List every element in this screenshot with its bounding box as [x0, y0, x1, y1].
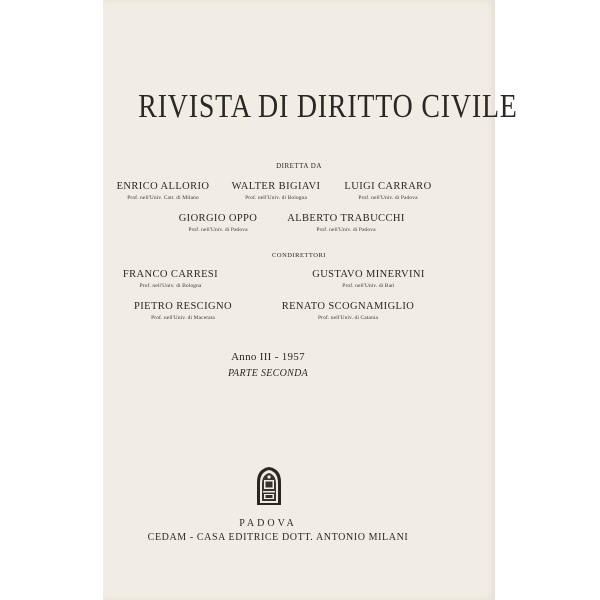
- co-director-name: PIETRO RESCIGNO: [134, 301, 232, 312]
- volume-year: Anno III - 1957: [231, 351, 305, 363]
- co-directors-label: CONDIRETTORI: [272, 252, 326, 259]
- director-affiliation: Prof. nell'Univ. Catt. di Milano: [127, 195, 199, 201]
- director-affiliation: Prof. nell'Univ. di Padova: [358, 195, 418, 201]
- co-director-3: [128, 301, 238, 321]
- part-label: PARTE SECONDA: [227, 368, 309, 379]
- publisher-emblem-icon: [255, 466, 283, 506]
- co-director-affiliation: Prof. nell'Univ. di Bari: [342, 283, 395, 289]
- director-affiliation: Prof. nell'Univ. di Bologna: [245, 195, 307, 201]
- co-director-affiliation: Prof. nell'Univ. di Bologna: [139, 283, 202, 289]
- director-name: ALBERTO TRABUCCHI: [287, 213, 405, 224]
- journal-title: RIVISTA DI DIRITTO CIVILE: [138, 88, 518, 125]
- co-director-affiliation: Prof. nell'Univ. di Catania: [317, 315, 378, 321]
- director-name: ENRICO ALLORIO: [116, 181, 210, 192]
- director-name: GIORGIO OPPO: [178, 213, 258, 224]
- director-1: [108, 181, 218, 201]
- co-director-2: [301, 269, 436, 289]
- co-director-affiliation: Prof. nell'Univ. di Macerata: [151, 315, 215, 321]
- director-affiliation: Prof. nell'Univ. di Padova: [188, 227, 248, 233]
- director-name: LUIGI CARRARO: [344, 181, 432, 192]
- co-director-1: [113, 269, 228, 289]
- director-2: [221, 181, 331, 201]
- co-director-4: [278, 301, 418, 321]
- director-5: [281, 213, 411, 233]
- director-affiliation: Prof. nell'Univ. di Padova: [316, 227, 376, 233]
- co-director-name: FRANCO CARRESI: [122, 269, 219, 280]
- publication-place: PADOVA: [239, 518, 297, 529]
- directed-by-label: DIRETTA DA: [276, 162, 322, 170]
- director-4: [158, 213, 278, 233]
- co-director-name: GUSTAVO MINERVINI: [312, 269, 425, 280]
- publisher-name: CEDAM - CASA EDITRICE DOTT. ANTONIO MILANI: [147, 532, 409, 543]
- co-director-name: RENATO SCOGNAMIGLIO: [281, 301, 415, 312]
- director-3: [333, 181, 443, 201]
- director-name: WALTER BIGIAVI: [231, 181, 321, 192]
- title-page: [103, 0, 518, 600]
